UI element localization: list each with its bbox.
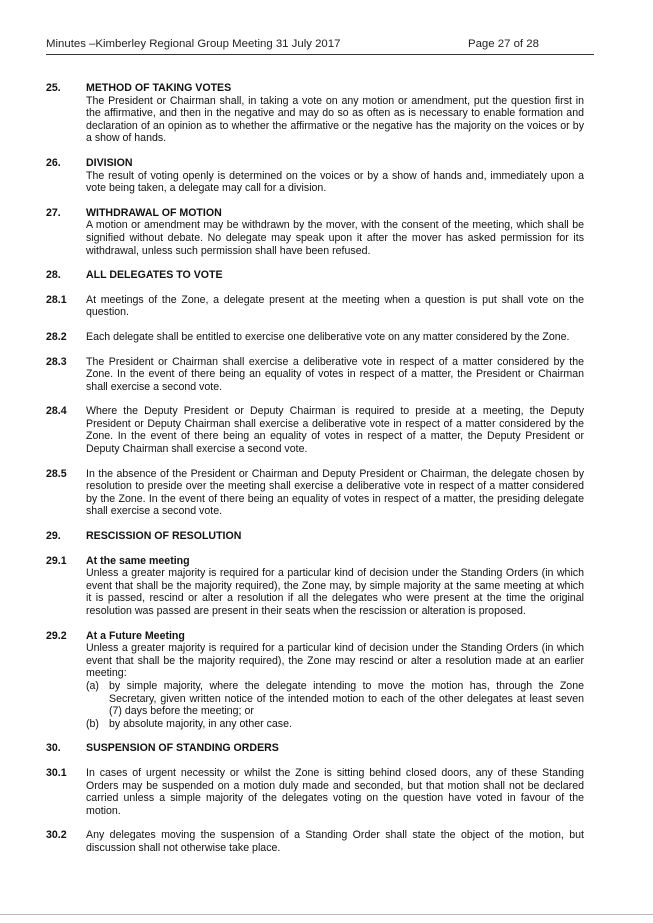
section-number: 28.3 bbox=[46, 355, 67, 368]
sub-list bbox=[86, 680, 584, 730]
section-28-3 bbox=[46, 356, 584, 394]
section-30 bbox=[46, 742, 584, 755]
list-item-label: (a) bbox=[86, 679, 99, 692]
list-item bbox=[86, 718, 584, 731]
section-29-1 bbox=[46, 555, 584, 618]
list-item-text: by simple majority, where the delegate intending to move the motion has, through the Zone Secretary, given written notice of the intended motion to each of the other delegates at least seven (7) days before the meeting; or bbox=[109, 679, 584, 718]
section-number: 26. bbox=[46, 156, 61, 169]
section-number: 28.1 bbox=[46, 293, 67, 306]
section-number: 29.1 bbox=[46, 554, 67, 567]
list-item bbox=[86, 680, 584, 718]
section-29-2 bbox=[46, 630, 584, 731]
document-title: Minutes –Kimberley Regional Group Meeting 31 July 2017 bbox=[46, 38, 341, 50]
section-title: DIVISION bbox=[86, 156, 133, 169]
section-text: Where the Deputy President or Deputy Chairman is required to preside at a meeting, the Deputy President or Deputy Chairman shall exercise a deliberative vote in respect of a matter considered by the Zone. In the event of there being an equality of votes in respect of a matter, the Deputy President or Deputy Chairman shall exercise a second vote. bbox=[86, 405, 584, 456]
section-number: 27. bbox=[46, 206, 61, 219]
section-title: METHOD OF TAKING VOTES bbox=[86, 82, 232, 94]
section-text: In the absence of the President or Chairman and Deputy President or Chairman, the delegate chosen by resolution to preside over the meeting shall exercise a deliberative vote in respect of a matter considered by the Zone. In the event of there being an equality of votes in respect of a matter, the presiding delegate shall exercise a second vote. bbox=[86, 467, 584, 518]
section-25 bbox=[46, 82, 584, 145]
section-28-1 bbox=[46, 294, 584, 319]
section-title: At the same meeting bbox=[86, 554, 190, 567]
section-26 bbox=[46, 157, 584, 195]
section-29 bbox=[46, 530, 584, 543]
section-number: 29. bbox=[46, 530, 61, 543]
section-number: 30.1 bbox=[46, 766, 67, 779]
section-28 bbox=[46, 269, 584, 282]
section-text: The President or Chairman shall exercise a deliberative vote in respect of a matter considered by the Zone. In the event of there being an equality of votes in respect of a matter, the President or Chairman shall exercise a second vote. bbox=[86, 355, 584, 393]
list-item-label: (b) bbox=[86, 717, 99, 730]
section-title: At a Future Meeting bbox=[86, 629, 185, 642]
section-number: 30. bbox=[46, 742, 61, 755]
section-28-2 bbox=[46, 331, 584, 344]
section-text: Each delegate shall be entitled to exercise one deliberative vote on any matter considered by the Zone. bbox=[86, 330, 570, 343]
section-title: SUSPENSION OF STANDING ORDERS bbox=[86, 742, 279, 755]
document-body bbox=[46, 82, 584, 855]
section-text: In cases of urgent necessity or whilst the Zone is sitting behind closed doors, any of these Standing Orders may be suspended on a motion duly made and seconded, but that motion shall not be declared carried unless a simple majority of the delegates voting on the question have voted in favour of the motion. bbox=[86, 766, 584, 817]
section-27 bbox=[46, 207, 584, 257]
section-number: 28.2 bbox=[46, 330, 67, 343]
section-30-2 bbox=[46, 829, 584, 854]
section-28-4 bbox=[46, 405, 584, 455]
page-header bbox=[46, 36, 594, 55]
section-title: ALL DELEGATES TO VOTE bbox=[86, 269, 223, 282]
section-text: The President or Chairman shall, in taking a vote on any motion or amendment, put the question first in the affirmative, and then in the negative and may do so as often as is necessary to enable formation and declaration of an opinion as to whether the affirmative or the negative has the majority on the voices or by a show of hands. bbox=[86, 94, 584, 145]
section-number: 25. bbox=[46, 82, 61, 94]
section-text: Unless a greater majority is required for a particular kind of decision under the Standing Orders (in which event that shall be the majority required), the Zone may, by simple majority at the same meeting at which it is passed, rescind or alter a resolution if all the delegates who were present at the time the original resolution was passed are present in their seats when the rescission or alteration is proposed. bbox=[86, 567, 584, 617]
list-item-text: by absolute majority, in any other case. bbox=[109, 717, 292, 730]
section-text: A motion or amendment may be withdrawn by the mover, with the consent of the meeting, which shall be signified without debate. No delegate may speak upon it after the mover has asked permission for its withdrawal, unless such permission shall have been refused. bbox=[86, 219, 584, 257]
page-bottom-rule bbox=[0, 914, 653, 915]
section-title: WITHDRAWAL OF MOTION bbox=[86, 206, 222, 219]
section-number: 28.4 bbox=[46, 405, 67, 418]
section-text: Unless a greater majority is required for a particular kind of decision under the Standing Orders (in which event that shall be the majority required), the Zone may rescind or alter a resolution made at an earlier meeting: bbox=[86, 642, 584, 680]
section-number: 29.2 bbox=[46, 629, 67, 642]
section-number: 28. bbox=[46, 269, 61, 282]
page-number: Page 27 of 28 bbox=[468, 38, 539, 50]
section-text: At meetings of the Zone, a delegate present at the meeting when a question is put shall vote on the question. bbox=[86, 293, 584, 319]
section-text: Any delegates moving the suspension of a Standing Order shall state the object of the motion, but discussion shall not otherwise take place. bbox=[86, 829, 584, 854]
section-28-5 bbox=[46, 468, 584, 518]
section-number: 28.5 bbox=[46, 467, 67, 480]
section-number: 30.2 bbox=[46, 829, 67, 842]
section-text: The result of voting openly is determined on the voices or by a show of hands and, immediately upon a vote being taken, a delegate may call for a division. bbox=[86, 169, 584, 195]
section-30-1 bbox=[46, 767, 584, 817]
section-title: RESCISSION OF RESOLUTION bbox=[86, 530, 242, 543]
